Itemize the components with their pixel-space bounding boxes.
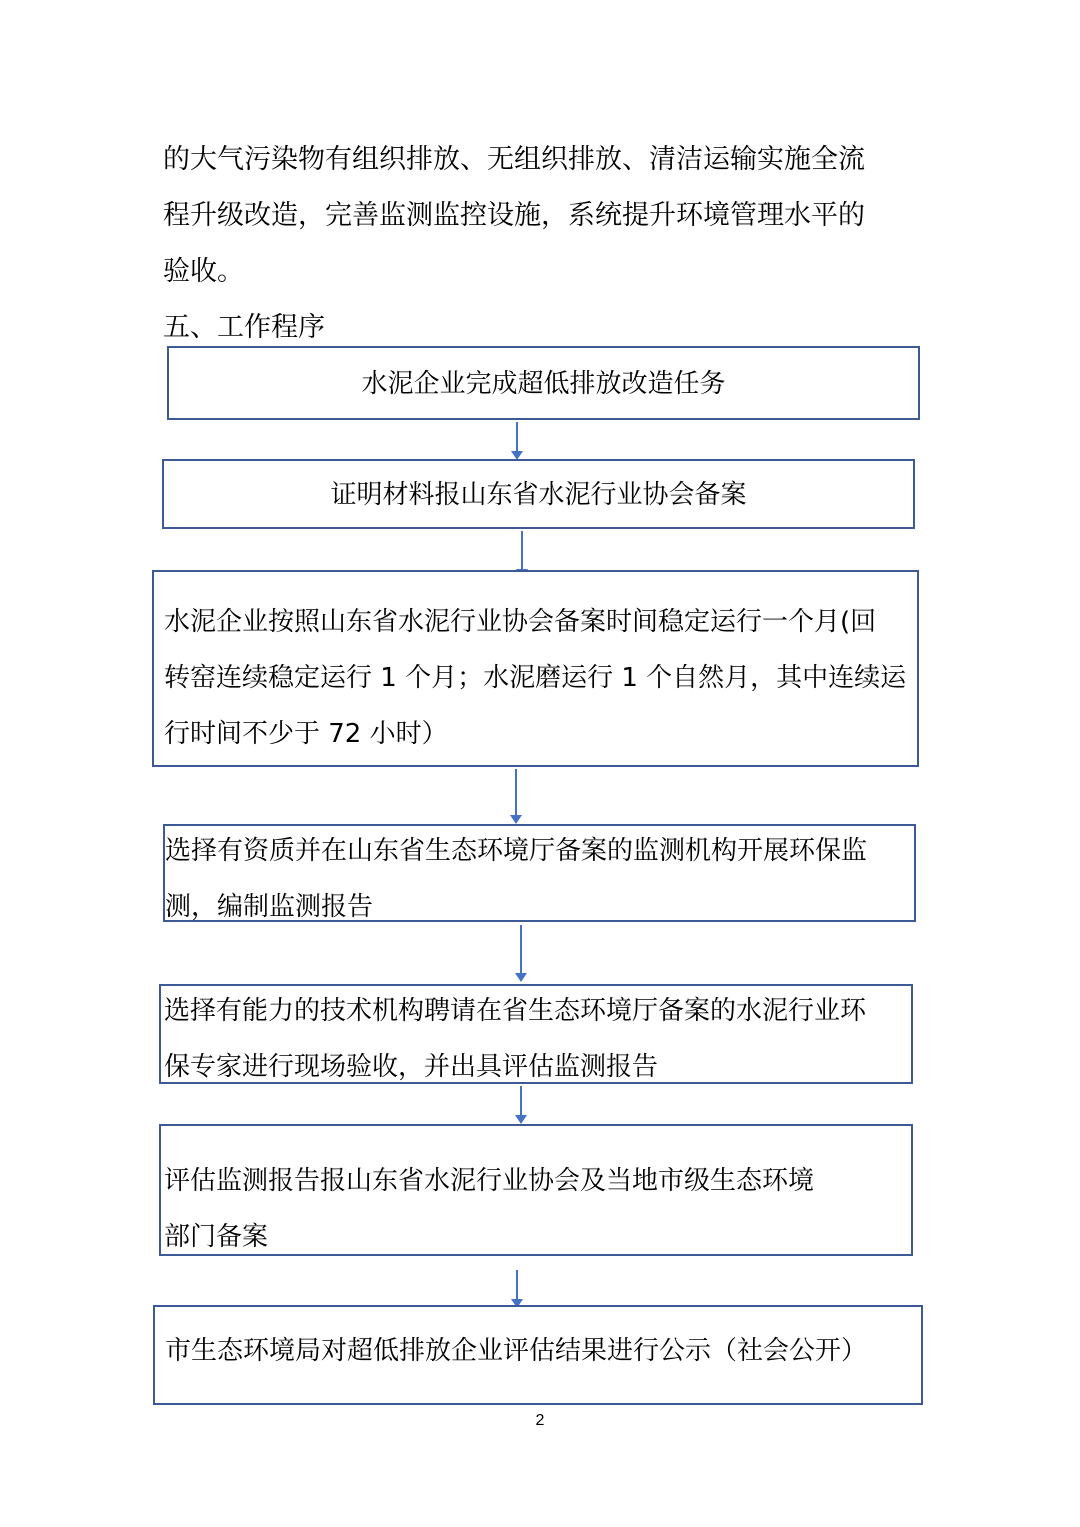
flow-step-line: 保专家进行现场验收，并出具评估监测报告 — [164, 1052, 659, 1082]
intro-paragraph — [163, 132, 923, 300]
flow-arrow — [520, 925, 522, 980]
flow-arrow — [520, 1086, 522, 1122]
flow-arrow — [516, 422, 518, 458]
flow-step-line: 测，编制监测报告 — [165, 892, 374, 922]
flow-step-text — [164, 983, 866, 1095]
flow-step-1 — [167, 346, 920, 420]
flow-step-line: 评估监测报告报山东省水泥行业协会及当地市级生态环境 — [164, 1166, 815, 1196]
flow-step-line: 水泥企业按照山东省水泥行业协会备案时间稳定运行一个月(回 — [164, 607, 877, 637]
page-number: 2 — [535, 1412, 545, 1429]
flow-step-4 — [163, 824, 916, 922]
intro-line: 验收。 — [163, 256, 244, 287]
intro-line: 程升级改造，完善监测监控设施，系统提升环境管理水平的 — [163, 200, 865, 231]
flow-step-line: 选择有能力的技术机构聘请在省生态环境厅备案的水泥行业环 — [164, 996, 867, 1026]
flow-step-line: 部门备案 — [164, 1222, 269, 1252]
flow-step-text: 证明材料报山东省水泥行业协会备案 — [330, 480, 747, 510]
flow-step-text — [164, 1153, 814, 1265]
flow-step-text: 水泥企业完成超低排放改造任务 — [361, 369, 726, 399]
flow-step-text — [164, 594, 906, 762]
flow-step-line: 行时间不少于 72 小时） — [164, 719, 448, 749]
flow-step-line: 选择有资质并在山东省生态环境厅备案的监测机构开展环保监 — [165, 836, 868, 866]
flow-step-text: 市生态环境局对超低排放企业评估结果进行公示（社会公开） — [165, 1336, 868, 1366]
flow-step-5 — [159, 984, 913, 1084]
section-heading: 五、工作程序 — [163, 312, 325, 343]
flow-step-line: 转窑连续稳定运行 1 个月；水泥磨运行 1 个自然月，其中连续运 — [164, 663, 907, 693]
flow-step-3 — [152, 570, 919, 767]
flow-step-6 — [159, 1124, 913, 1256]
intro-line: 的大气污染物有组织排放、无组织排放、清洁运输实施全流 — [163, 144, 865, 175]
flow-step-text — [165, 823, 867, 935]
flow-arrow — [515, 769, 517, 822]
flow-step-2 — [162, 459, 915, 529]
flow-arrow — [516, 1270, 518, 1306]
flow-step-7 — [153, 1305, 923, 1405]
